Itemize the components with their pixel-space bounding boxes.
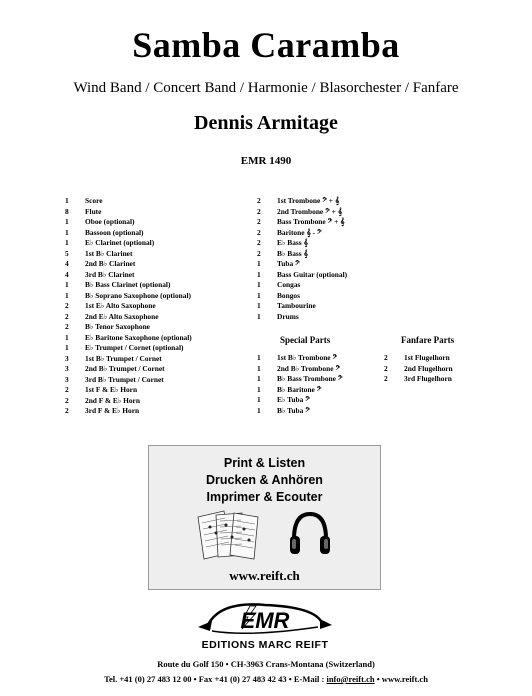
part-quantity: 2 [257, 248, 261, 258]
composer-name: Dennis Armitage [194, 112, 338, 134]
catalog-number: EMR 1490 [240, 155, 292, 167]
part-quantity: 4 [65, 269, 69, 279]
part-name: 3rd Flugelhorn [404, 374, 452, 383]
contact-phone-fax: Tel. +41 (0) 27 483 12 00 • Fax +41 (0) 27 483 42 43 • E-Mail : [104, 674, 327, 684]
part-name: 1st Flugelhorn [404, 353, 450, 362]
part-quantity: 2 [384, 374, 388, 383]
part-name: B♭ Bass Trombone 𝄢 [277, 374, 343, 383]
emr-logo-icon [190, 597, 340, 652]
part-quantity: 1 [257, 374, 261, 383]
publisher-name: EDITIONS MARC REIFT [201, 639, 329, 651]
part-name: E♭ Bass 𝄞 [277, 238, 308, 247]
parts-list-right [257, 196, 407, 326]
part-name: 1st B♭ Trombone 𝄢 [277, 353, 338, 362]
part-name: Bass Trombone 𝄢 + 𝄞 [277, 217, 345, 226]
part-quantity: 1 [257, 395, 261, 404]
part-name: 1st E♭ Alto Saxophone [85, 301, 156, 310]
part-name: B♭ Tenor Saxophone [85, 322, 150, 331]
part-quantity: 1 [257, 405, 261, 415]
part-quantity: 8 [65, 206, 69, 216]
part-quantity: 2 [257, 227, 261, 237]
part-name: 3rd B♭ Clarinet [85, 269, 135, 279]
part-name: B♭ Bass Clarinet (optional) [85, 280, 171, 289]
part-quantity: 1 [257, 353, 261, 362]
sheet-music-icon [194, 509, 262, 561]
part-quantity: 1 [65, 332, 69, 342]
part-quantity: 1 [257, 290, 261, 300]
part-name: E♭ Trumpet / Cornet (optional) [85, 343, 184, 352]
parts-list-left [65, 196, 265, 426]
fanfare-parts-heading: Fanfare Parts [401, 335, 455, 345]
headphones-icon [287, 509, 333, 559]
special-parts-heading: Special Parts [280, 335, 331, 345]
ensemble-subtitle: Wind Band / Concert Band / Harmonie / Blasorchester / Fanfare [73, 80, 459, 96]
print-listen-box[interactable] [148, 445, 381, 590]
part-quantity: 1 [257, 363, 261, 373]
part-name: 3rd F & E♭ Horn [85, 406, 140, 415]
fanfare-parts-list [384, 353, 484, 393]
part-quantity: 1 [257, 259, 261, 268]
part-name: 2nd E♭ Alto Saxophone [85, 311, 159, 321]
part-name: 3rd B♭ Trumpet / Cornet [85, 374, 164, 384]
part-quantity: 1 [65, 290, 69, 300]
page-title: Samba Caramba [132, 25, 400, 65]
email-link[interactable]: info@reift.ch [326, 674, 375, 684]
part-name: Bass Guitar (optional) [277, 269, 348, 279]
part-quantity: 2 [257, 217, 261, 226]
promo-line-german: Drucken & Anhören [206, 473, 323, 487]
part-quantity: 2 [65, 322, 69, 331]
part-name: Score [85, 196, 103, 205]
part-quantity: 2 [257, 196, 261, 205]
website-link[interactable]: www.reift.ch [229, 568, 300, 583]
publisher-contact [0, 674, 532, 684]
part-quantity: 1 [65, 217, 69, 226]
part-name: 2nd F & E♭ Horn [85, 395, 140, 405]
part-quantity: 2 [257, 206, 261, 216]
part-name: Bongos [277, 290, 301, 300]
part-name: Congas [277, 280, 301, 289]
part-quantity: 2 [65, 311, 69, 321]
part-name: Baritone 𝄞 - 𝄢 [277, 227, 322, 237]
part-name: B♭ Soprano Saxophone (optional) [85, 290, 191, 300]
part-name: 1st B♭ Trumpet / Cornet [85, 353, 162, 363]
part-quantity: 2 [65, 406, 69, 415]
part-quantity: 2 [65, 395, 69, 405]
part-quantity: 2 [65, 385, 69, 394]
part-name: E♭ Baritone Saxophone (optional) [85, 332, 192, 342]
part-quantity: 1 [257, 269, 261, 279]
part-quantity: 1 [65, 343, 69, 352]
part-name: E♭ Tuba 𝄢 [277, 395, 310, 404]
part-quantity: 1 [65, 196, 69, 205]
part-quantity: 1 [257, 301, 261, 310]
promo-line-english: Print & Listen [223, 456, 306, 470]
part-name: Tambourine [277, 301, 316, 310]
part-quantity: 5 [65, 248, 69, 258]
part-quantity: 1 [65, 238, 69, 247]
logo-emr-text: EMR [240, 608, 290, 633]
part-quantity: 1 [257, 280, 261, 289]
part-name: E♭ Clarinet (optional) [85, 238, 155, 247]
part-name: Drums [277, 311, 299, 321]
part-name: 1st Trombone 𝄢 + 𝄞 [277, 196, 340, 205]
part-name: Tuba 𝄢 [277, 259, 300, 268]
part-quantity: 1 [257, 311, 261, 321]
part-name: 1st F & E♭ Horn [85, 385, 138, 394]
part-quantity: 1 [257, 384, 261, 394]
part-name: B♭ Baritone 𝄢 [277, 384, 322, 394]
part-name: Bassoon (optional) [85, 227, 144, 237]
part-name: B♭ Tuba 𝄢 [277, 405, 310, 415]
part-quantity: 2 [384, 363, 388, 373]
part-quantity: 3 [65, 374, 69, 384]
part-quantity: 4 [65, 259, 69, 268]
special-parts-list [257, 353, 387, 423]
promo-line-french: Imprimer & Ecouter [206, 490, 323, 504]
part-quantity: 3 [65, 364, 69, 373]
part-quantity: 1 [65, 227, 69, 237]
part-name: Flute [85, 206, 102, 216]
part-name: Oboe (optional) [85, 217, 135, 226]
part-quantity: 2 [257, 238, 261, 247]
publisher-address: Route du Golf 150 • CH-3963 Crans-Montana (Switzerland) [157, 659, 375, 669]
part-name: 1st B♭ Clarinet [85, 248, 133, 258]
part-quantity: 2 [65, 301, 69, 310]
part-quantity: 1 [65, 280, 69, 289]
part-name: 2nd B♭ Trombone 𝄢 [277, 363, 341, 373]
part-name: B♭ Bass 𝄞 [277, 248, 308, 258]
part-name: 2nd Trombone 𝄢 + 𝄞 [277, 206, 343, 216]
part-name: 2nd B♭ Trumpet / Cornet [85, 364, 165, 373]
contact-website: • www.reift.ch [374, 674, 428, 684]
part-quantity: 2 [384, 353, 388, 362]
part-name: 2nd B♭ Clarinet [85, 259, 136, 268]
part-name: 2nd Flugelhorn [404, 363, 453, 373]
part-quantity: 3 [65, 353, 69, 363]
